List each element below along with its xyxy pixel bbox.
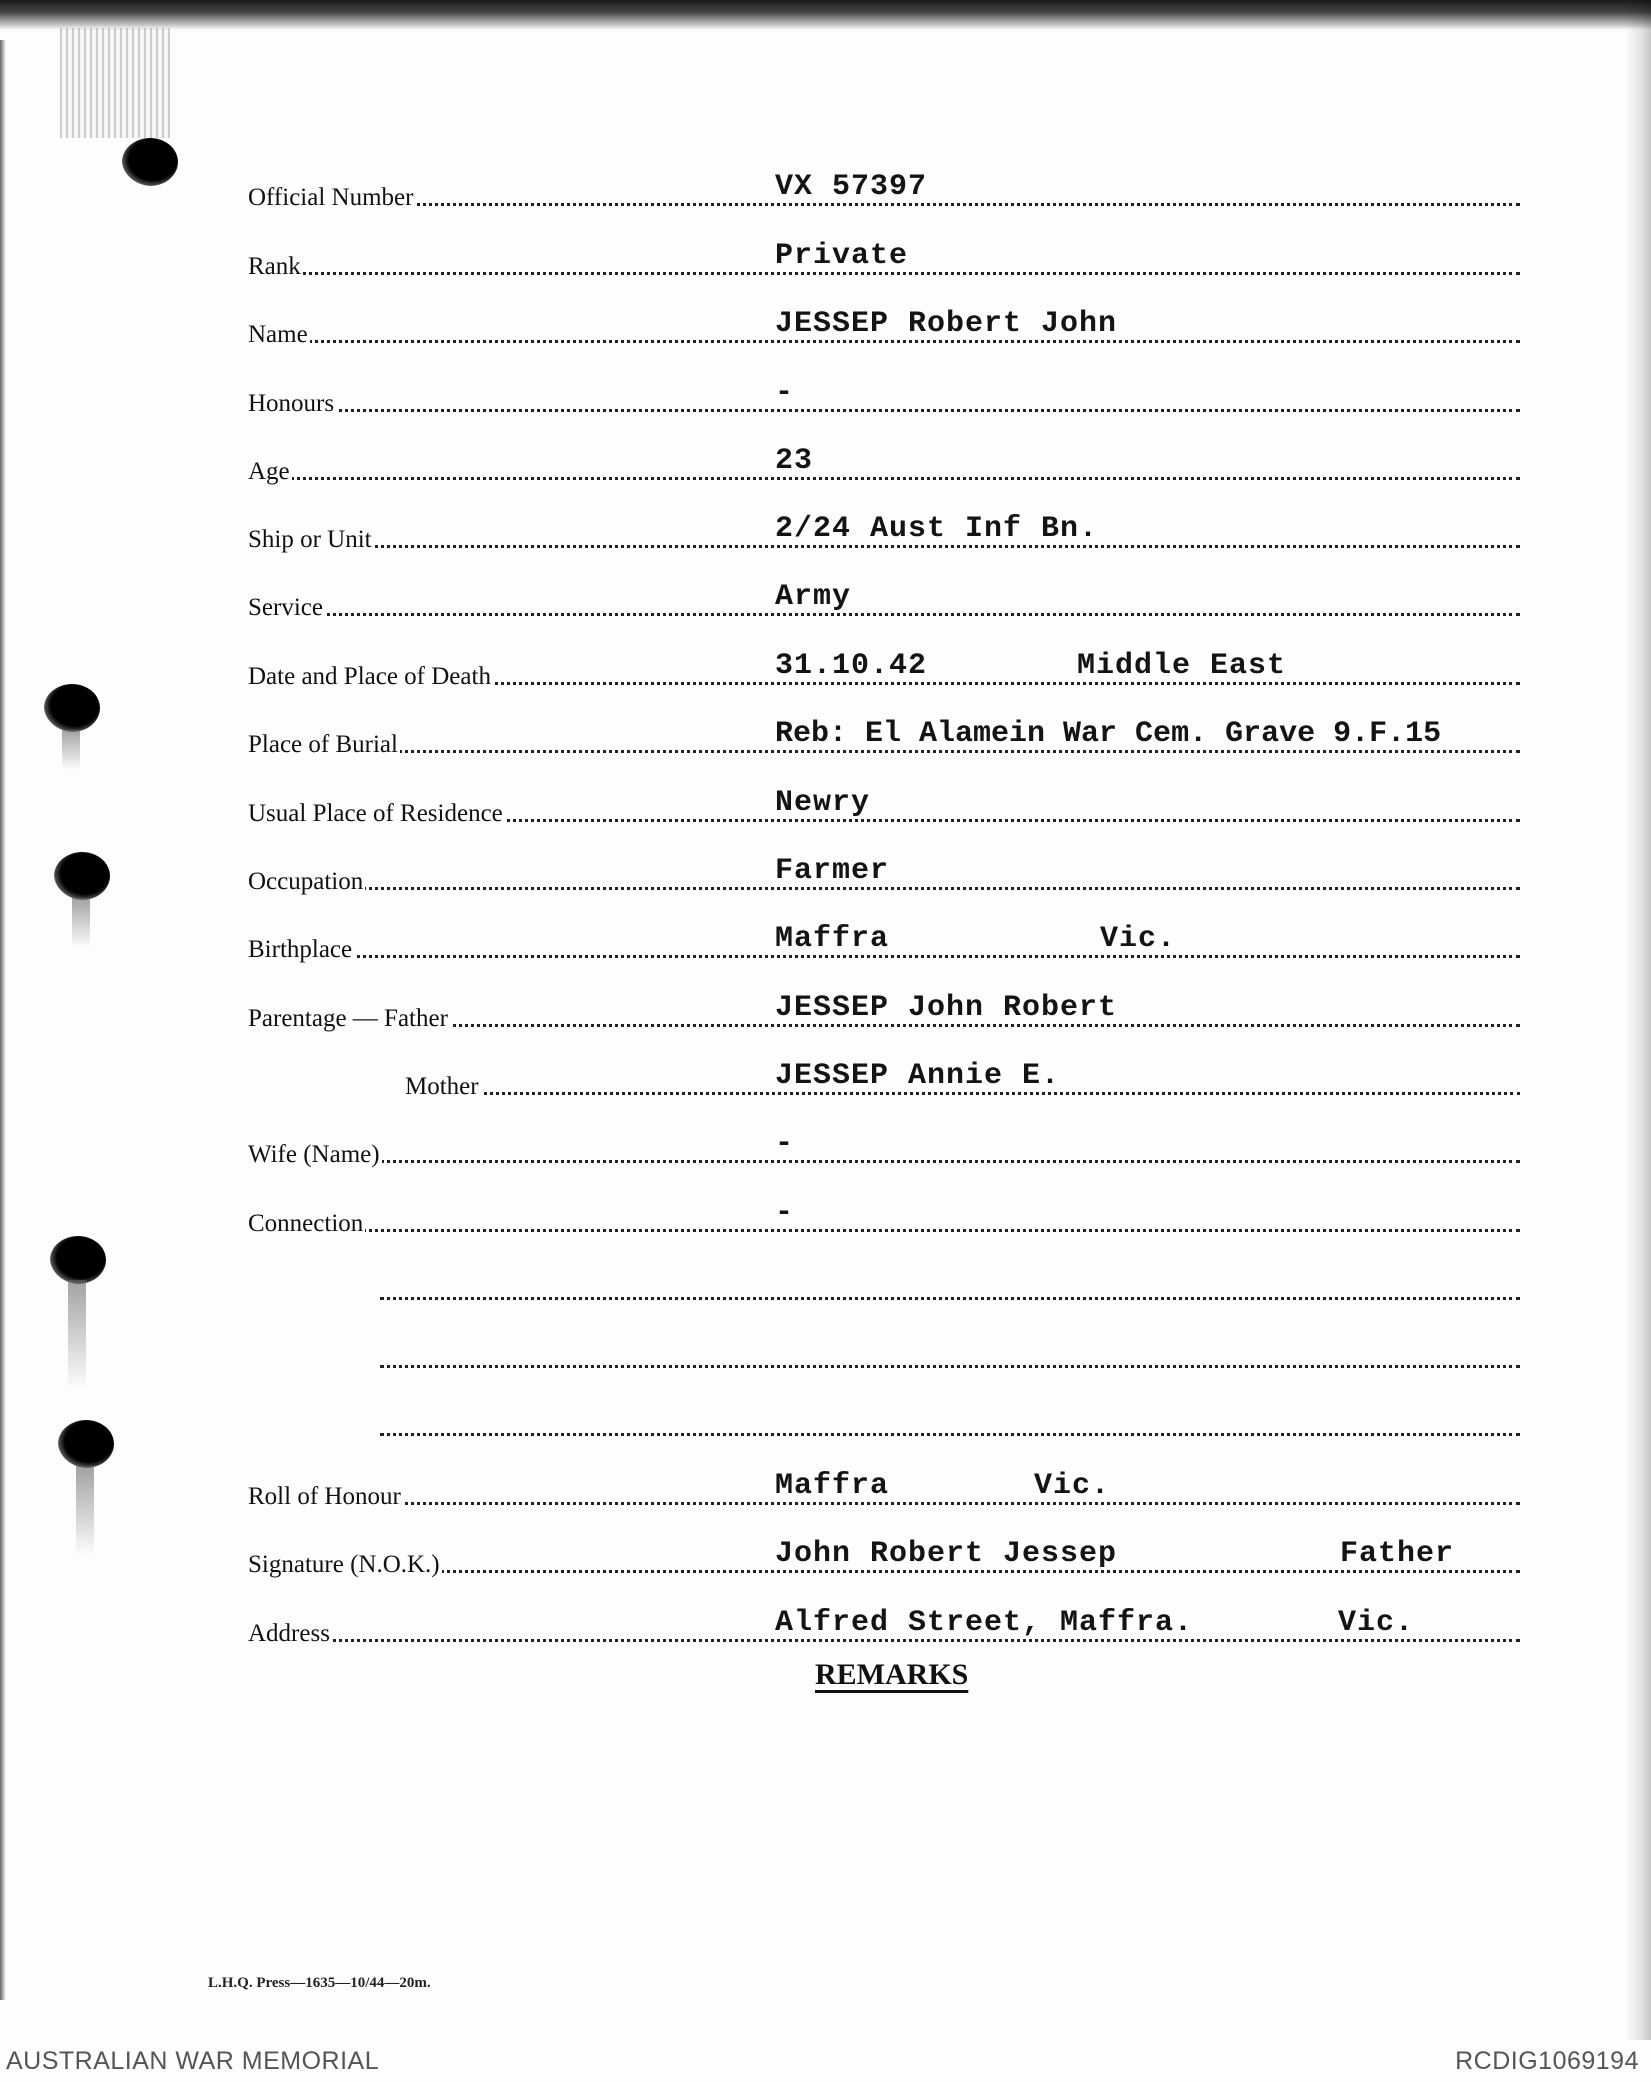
field-label: Wife (Name) [248,1141,380,1168]
field-value: Alfred Street, Maffra. [775,1606,1194,1640]
field-parentage-mother [248,1051,1520,1101]
field-label: Parentage — Father [248,1005,448,1032]
field-label: Birthplace [248,936,353,963]
dotted-leader [248,1229,1520,1232]
dotted-leader [380,1297,1520,1300]
field-usual-place-of-residence [248,778,1520,828]
scan-shadow [60,28,170,138]
field-address [248,1598,1520,1648]
punch-streak-3 [72,898,90,948]
field-value-secondary: Vic. [1100,922,1177,956]
field-label: Signature (N.O.K.) [248,1551,440,1578]
punch-streak-4 [68,1280,86,1390]
field-value: Private [775,239,909,273]
punch-hole-1 [122,138,178,186]
field-value: 2/24 Aust Inf Bn. [775,512,1099,546]
field-value: JESSEP John Robert [775,991,1118,1025]
field-signature-nok [248,1529,1520,1579]
field-service [248,572,1520,622]
field-place-of-burial [248,709,1520,759]
field-label: Age [248,458,290,485]
dotted-leader [380,1433,1520,1436]
field-value: Army [775,580,852,614]
field-value: Reb: El Alamein War Cem. Grave 9.F.15 [775,717,1442,751]
field-value: 31.10.42 [775,649,928,683]
field-ship-or-unit [248,504,1520,554]
field-birthplace [248,914,1520,964]
field-value: Newry [775,786,871,820]
footer-institution: AUSTRALIAN WAR MEMORIAL [6,2047,380,2075]
punch-hole-4 [50,1236,106,1284]
blank-line [248,1392,1520,1442]
field-value: Farmer [775,854,890,888]
field-official-number [248,162,1520,212]
field-value: John Robert Jessep [775,1537,1118,1571]
field-parentage-father [248,983,1520,1033]
field-label: Ship or Unit [248,526,372,553]
field-label: Rank [248,253,301,280]
field-date-place-of-death [248,641,1520,691]
field-value-secondary: Middle East [1077,649,1287,683]
scan-top-edge [0,0,1651,30]
field-label: Connection [248,1210,364,1237]
punch-hole-2 [44,684,100,732]
remarks-heading: REMARKS [815,1658,969,1691]
field-value-secondary: Father [1340,1537,1455,1571]
field-value: JESSEP Annie E. [775,1059,1061,1093]
field-occupation [248,846,1520,896]
blank-line [248,1324,1520,1374]
punch-streak-5 [76,1466,94,1556]
scan-right-edge [1625,0,1651,2040]
field-honours [248,368,1520,418]
field-value: - [775,376,795,410]
punch-streak-2 [62,730,80,770]
field-value-secondary: Vic. [1338,1606,1415,1640]
blank-line [248,1256,1520,1306]
dotted-leader [380,1365,1520,1368]
field-value: VX 57397 [775,170,928,204]
field-label: Place of Burial [248,731,398,758]
field-age [248,436,1520,486]
field-label: Mother [405,1073,479,1100]
field-value: - [775,1196,795,1230]
dotted-leader [248,1160,1520,1163]
field-label: Official Number [248,184,414,211]
field-label: Occupation [248,868,364,895]
field-value: - [775,1127,795,1161]
field-roll-of-honour [248,1461,1520,1511]
dotted-leader [248,477,1520,480]
field-rank [248,231,1520,281]
field-label: Honours [248,390,335,417]
dotted-leader [248,409,1520,412]
field-name [248,299,1520,349]
footer-reference: RCDIG1069194 [1455,2047,1639,2075]
field-label: Usual Place of Residence [248,800,503,827]
field-label: Roll of Honour [248,1483,401,1510]
field-value: Maffra [775,1469,890,1503]
scan-left-edge [0,40,6,2000]
field-label: Address [248,1620,330,1647]
field-value-secondary: Vic. [1034,1469,1111,1503]
field-label: Name [248,321,308,348]
field-label: Date and Place of Death [248,663,491,690]
field-label: Service [248,594,323,621]
punch-hole-5 [58,1420,114,1468]
field-connection [248,1188,1520,1238]
field-value: Maffra [775,922,890,956]
field-wife-name [248,1119,1520,1169]
dotted-leader [248,613,1520,616]
field-value: JESSEP Robert John [775,307,1118,341]
field-value: 23 [775,444,814,478]
punch-hole-3 [54,852,110,900]
printer-imprint: L.H.Q. Press—1635—10/44—20m. [208,1975,431,1991]
